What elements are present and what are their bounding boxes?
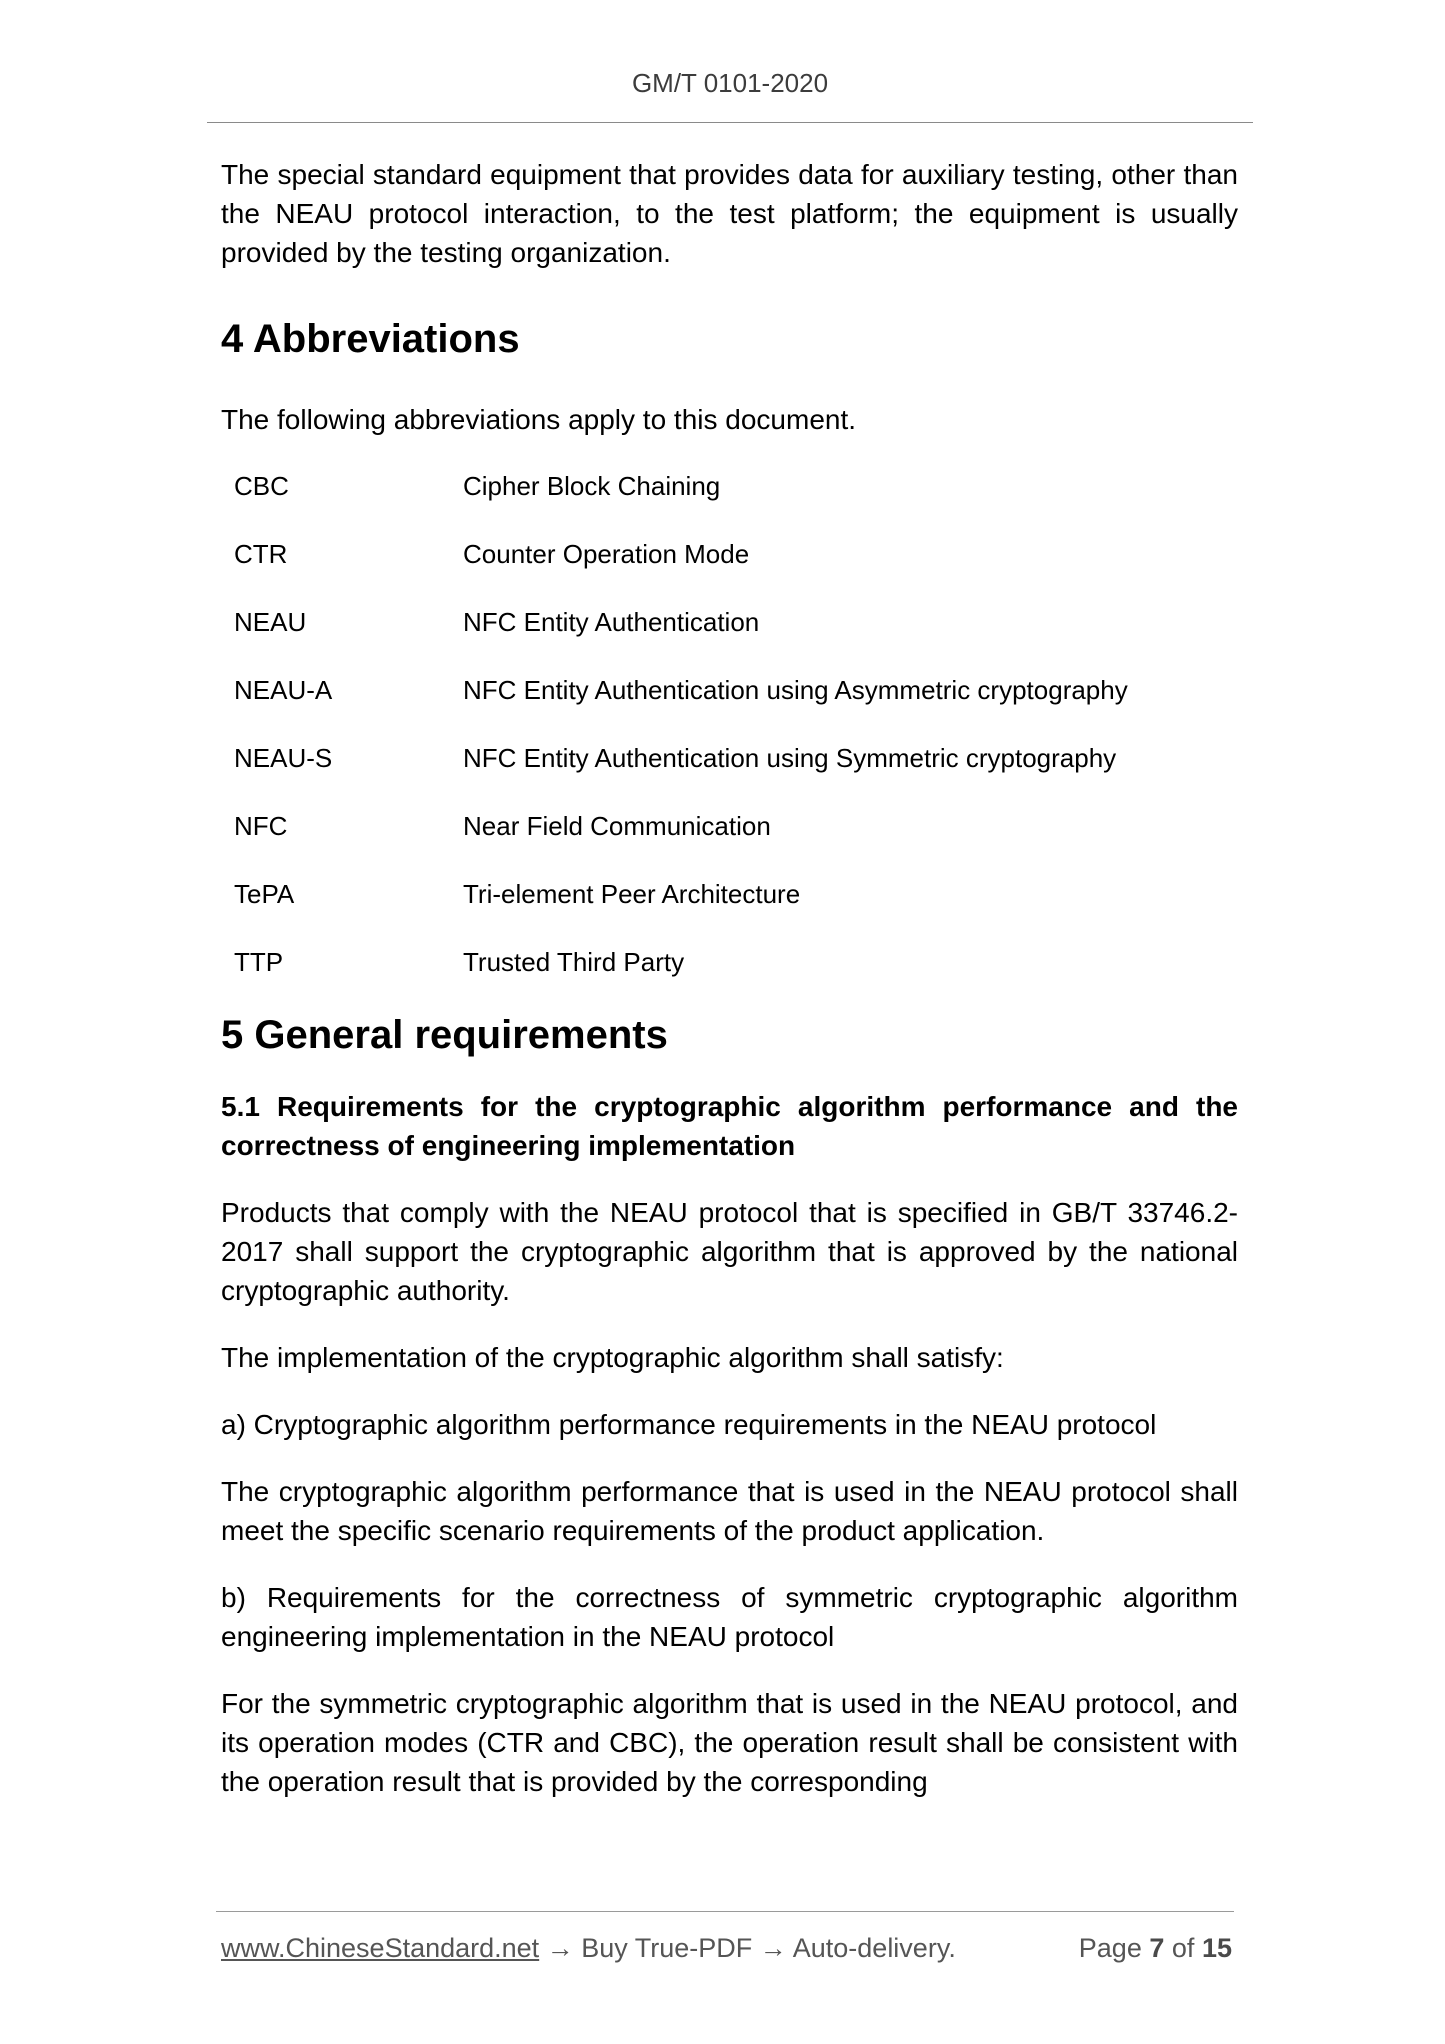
abbreviations-intro: The following abbreviations apply to this document. bbox=[221, 404, 857, 435]
page-of-label: of bbox=[1171, 1933, 1195, 1963]
subsection-5-1-heading: 5.1 Requirements for the cryptographic algorithm performance and the correctness of engineering implementation bbox=[221, 1091, 1238, 1161]
abbreviation-term: TTP bbox=[234, 947, 284, 977]
website-link[interactable]: www.ChineseStandard.net bbox=[221, 1933, 540, 1963]
body-paragraph: Products that comply with the NEAU protocol that is specified in GB/T 33746.2-2017 shall support the cryptographic algorithm that is approved by the national cryptographic authority. bbox=[221, 1197, 1238, 1306]
list-item-a: a) Cryptographic algorithm performance requirements in the NEAU protocol bbox=[221, 1409, 1157, 1440]
abbreviation-term: NEAU bbox=[234, 607, 307, 637]
body-paragraph: For the symmetric cryptographic algorithm that is used in the NEAU protocol, and its operation modes (CTR and CBC), the operation result shall be consistent with the operation result that is provided by the corresponding bbox=[221, 1688, 1238, 1797]
footer-promo bbox=[221, 1931, 956, 1965]
abbreviation-term: CBC bbox=[234, 471, 289, 501]
abbreviation-meaning: Cipher Block Chaining bbox=[463, 471, 721, 501]
header-divider bbox=[207, 122, 1253, 123]
abbreviation-meaning: NFC Entity Authentication using Symmetric cryptography bbox=[463, 743, 1117, 773]
body-paragraph: The cryptographic algorithm performance that is used in the NEAU protocol shall meet the specific scenario requirements of the product application. bbox=[221, 1476, 1238, 1546]
abbreviation-row bbox=[221, 605, 1238, 673]
body-paragraph: The implementation of the cryptographic algorithm shall satisfy: bbox=[221, 1342, 1004, 1373]
abbreviation-term: NEAU-A bbox=[234, 675, 333, 705]
abbreviation-meaning: Near Field Communication bbox=[463, 811, 771, 841]
abbreviation-meaning: Counter Operation Mode bbox=[463, 539, 750, 569]
abbreviation-row bbox=[221, 741, 1238, 809]
abbreviation-term: CTR bbox=[234, 539, 288, 569]
abbreviation-meaning: NFC Entity Authentication bbox=[463, 607, 760, 637]
abbreviation-term: NEAU-S bbox=[234, 743, 333, 773]
page-content bbox=[221, 155, 1238, 1801]
abbreviation-row bbox=[221, 809, 1238, 877]
abbreviation-term: NFC bbox=[234, 811, 288, 841]
intro-paragraph: The special standard equipment that provides data for auxiliary testing, other than the NEAU protocol interaction, to the test platform; the equipment is usually provided by the testing organization. bbox=[221, 159, 1238, 268]
footer-divider bbox=[216, 1911, 1234, 1912]
abbreviations-list bbox=[221, 469, 1238, 1001]
page-label: Page bbox=[1078, 1933, 1142, 1963]
page-footer bbox=[221, 1931, 1232, 1965]
abbreviation-term: TePA bbox=[234, 879, 295, 909]
abbreviation-row bbox=[221, 945, 1238, 1001]
document-id-header: GM/T 0101-2020 bbox=[631, 68, 829, 98]
total-pages-number: 15 bbox=[1201, 1933, 1232, 1963]
section-4-heading: 4 Abbreviations bbox=[221, 317, 520, 361]
abbreviation-row bbox=[221, 537, 1238, 605]
abbreviation-meaning: Trusted Third Party bbox=[463, 947, 685, 977]
abbreviation-row bbox=[221, 469, 1238, 537]
list-item-b: b) Requirements for the correctness of symmetric cryptographic algorithm engineering implementation in the NEAU protocol bbox=[221, 1582, 1238, 1652]
footer-tagline: → Buy True-PDF → Auto-delivery. bbox=[539, 1933, 956, 1963]
abbreviation-row bbox=[221, 877, 1238, 945]
section-5-heading: 5 General requirements bbox=[221, 1013, 668, 1057]
current-page-number: 7 bbox=[1149, 1933, 1165, 1963]
abbreviation-meaning: Tri-element Peer Architecture bbox=[463, 879, 801, 909]
abbreviation-meaning: NFC Entity Authentication using Asymmetric cryptography bbox=[463, 675, 1128, 705]
page-number bbox=[1079, 1931, 1232, 1965]
abbreviation-row bbox=[221, 673, 1238, 741]
